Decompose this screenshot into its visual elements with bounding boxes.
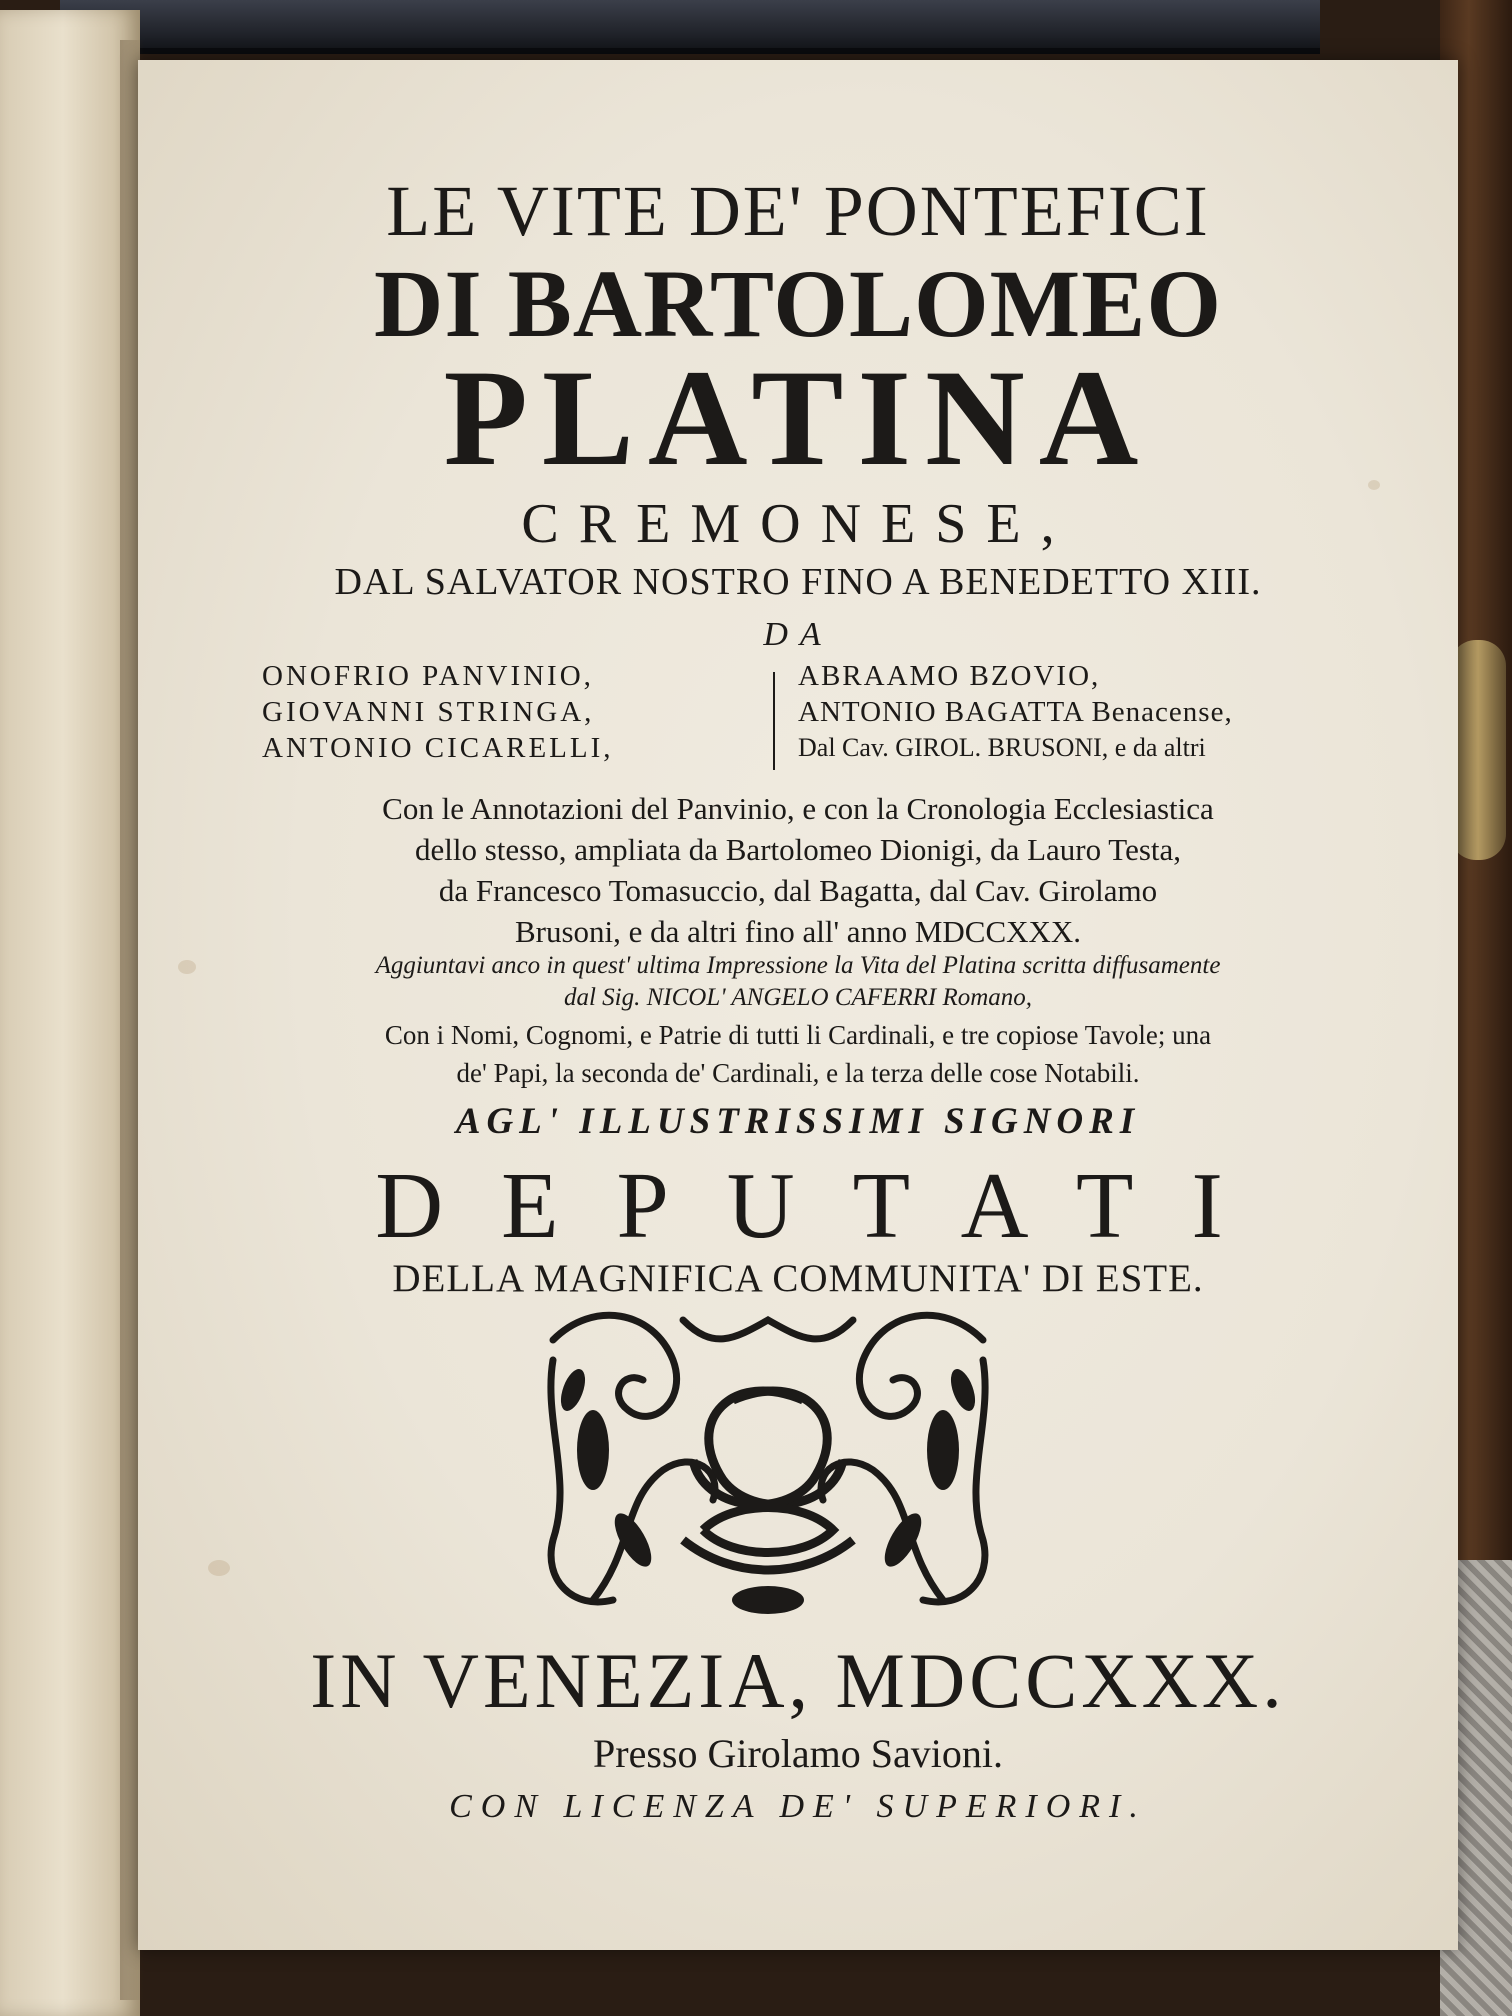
aggiuntavi-paragraph xyxy=(138,950,1458,1014)
deputati-heading: DEPUTATI xyxy=(375,1154,1281,1258)
author-name: Dal Cav. GIROL. BRUSONI, e da altri xyxy=(798,733,1206,762)
cardinali-paragraph xyxy=(138,1016,1458,1092)
title-page xyxy=(138,60,1458,1950)
printer-line: Presso Girolamo Savioni. xyxy=(593,1731,1003,1776)
author-name: ANTONIO CICARELLI, xyxy=(262,732,614,764)
brass-handle-icon xyxy=(1450,640,1506,860)
annotations-paragraph xyxy=(138,788,1458,952)
author-name: ANTONIO BAGATTA Benacense, xyxy=(798,696,1233,728)
title-author-name: PLATINA xyxy=(443,341,1153,494)
annotations-line: Con le Annotazioni del Panvinio, e con la Cronologia Ecclesiastica xyxy=(382,791,1214,826)
title-line-1: LE VITE DE' PONTEFICI xyxy=(386,171,1210,251)
author-name: ONOFRIO PANVINIO, xyxy=(262,660,594,692)
author-name: GIOVANNI STRINGA, xyxy=(262,696,595,728)
column-divider xyxy=(773,672,775,770)
cardinali-line: de' Papi, la seconda de' Cardinali, e la terza delle cose Notabili. xyxy=(456,1058,1140,1088)
license-line: CON LICENZA DE' SUPERIORI. xyxy=(449,1788,1147,1825)
aggiuntavi-line: Aggiuntavi anco in quest' ultima Impressione la Vita del Platina scritta diffusamente xyxy=(375,952,1221,979)
da-label: DA xyxy=(763,616,833,653)
annotations-line: da Francesco Tomasuccio, dal Bagatta, dal Cav. Girolamo xyxy=(438,873,1158,908)
dedication-line: AGL' ILLUSTRISSIMI SIGNORI xyxy=(455,1101,1141,1142)
title-scope: DAL SALVATOR NOSTRO FINO A BENEDETTO XIII. xyxy=(334,561,1262,603)
title-origin: CREMONESE, xyxy=(521,493,1075,555)
laptop-edge xyxy=(60,0,1320,54)
left-page-edge xyxy=(0,10,140,2016)
communita-line: DELLA MAGNIFICA COMMUNITA' DI ESTE. xyxy=(392,1257,1204,1300)
author-name: ABRAAMO BZOVIO, xyxy=(798,660,1101,692)
title-line-2: DI BARTOLOMEO xyxy=(374,250,1222,357)
floral-monogram-ornament-icon xyxy=(533,1300,1003,1620)
aggiuntavi-line: dal Sig. NICOL' ANGELO CAFERRI Romano, xyxy=(563,984,1033,1011)
authors-left-column xyxy=(262,658,614,766)
annotations-line: dello stesso, ampliata da Bartolomeo Dionigi, da Lauro Testa, xyxy=(414,832,1182,867)
imprint-city-year: IN VENEZIA, MDCCXXX. xyxy=(310,1637,1286,1724)
cardinali-line: Con i Nomi, Cognomi, e Patrie di tutti li Cardinali, e tre copiose Tavole; una xyxy=(384,1020,1212,1050)
authors-right-column xyxy=(798,658,1233,766)
annotations-line: Brusoni, e da altri fino all' anno MDCCXXX. xyxy=(514,914,1082,949)
